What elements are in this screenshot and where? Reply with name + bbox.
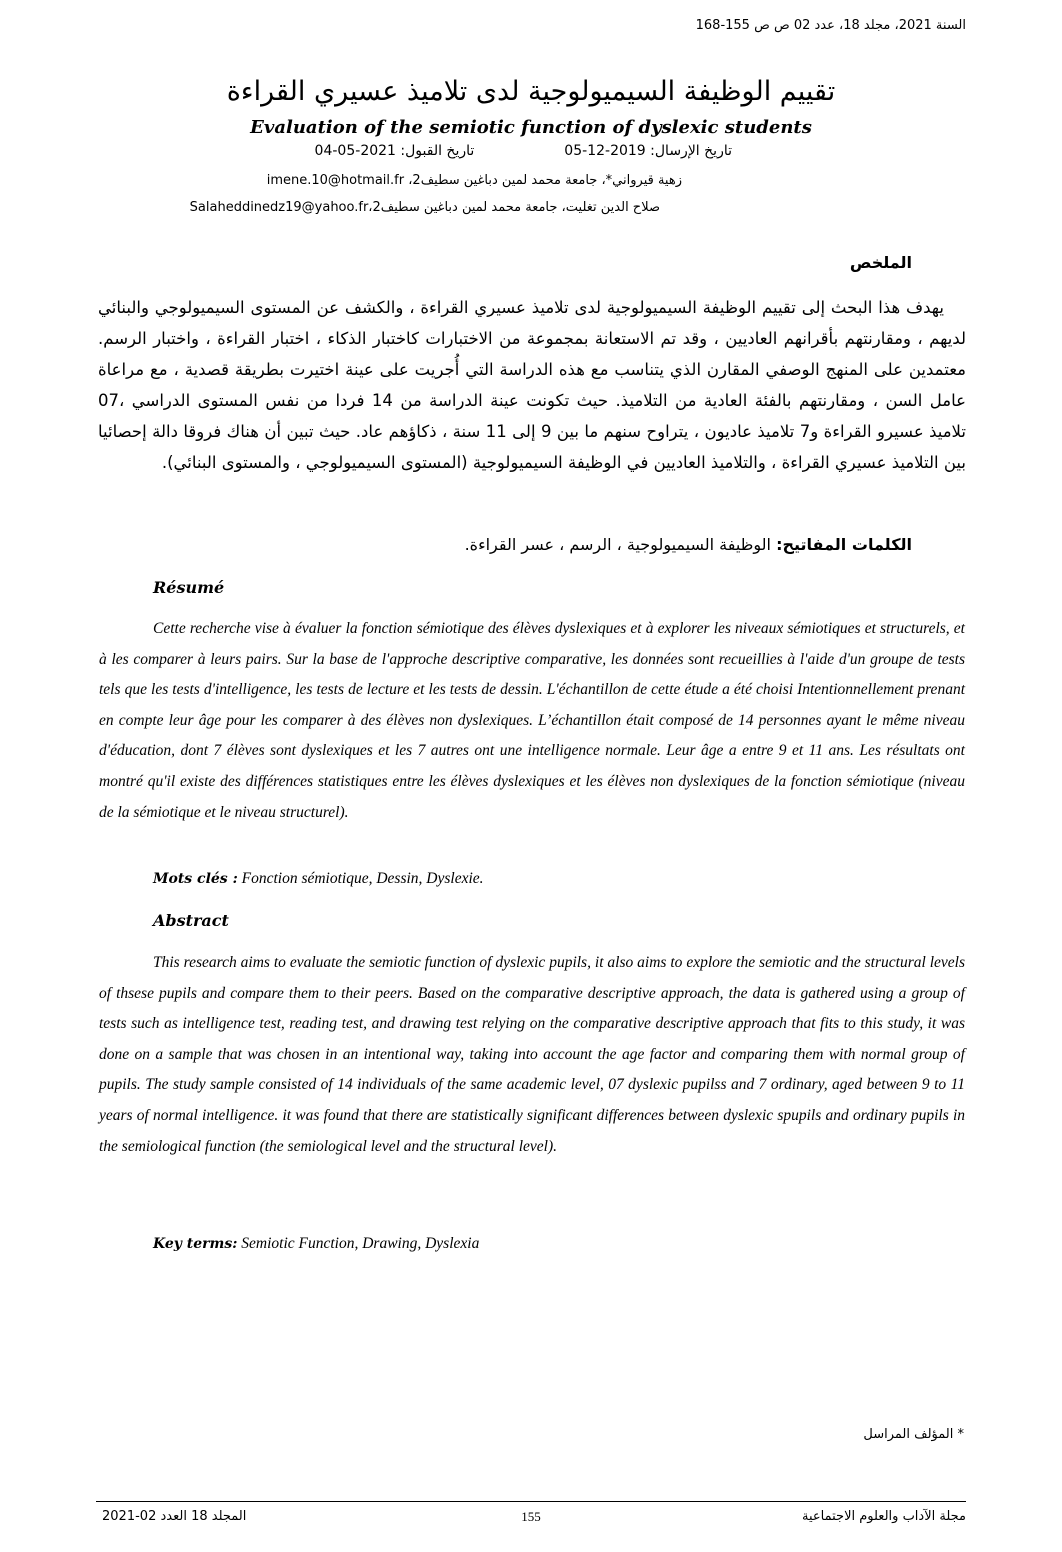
resume-text: Cette recherche vise à évaluer la fonction sémiotique des élèves dyslexiques et à explorer les niveaux sémiotiques et structurels, et à les comparer à leurs pairs. Sur la base de l'approche descriptive comparative, les données sont recueillies à l'aide d'un groupe de tests tels que les tests d'intelligence, les tests de lecture et les tests de dessin. L'échantillon de cette étude a été choisi Intentionnellement prenant en compte leur âge pour les comparer à des élèves non dyslexiques. L’échantillon était composé de 14 personnes ayant le même niveau d'éducation, dont 7 élèves sont dyslexiques et les 7 autres ont une intelligence normale. Leur âge a entre 9 et 11 ans. Les résultats ont montré qu'il existe des différences statistiques entre les élèves dyslexiques et les élèves non dyslexiques de la fonction sémiotique (niveau de la sémiotique et le niveau structurel). bbox=[99, 620, 965, 821]
title-english: Evaluation of the semiotic function of dyslexic students bbox=[250, 117, 812, 138]
page-number: 155 bbox=[521, 1509, 541, 1524]
running-head: السنة 2021، مجلد 18، عدد 02 ص ص 155-168 bbox=[695, 18, 966, 33]
footer-journal-name: مجلة الآداب والعلوم الاجتماعية bbox=[802, 1509, 966, 1524]
author-1: زهية قيرواني*، جامعة محمد لمين دباغين سطيف2، imene.10@hotmail.fr bbox=[266, 173, 682, 188]
keywords-fr-value: Fonction sémiotique, Dessin, Dyslexie. bbox=[237, 870, 484, 887]
keywords-fr bbox=[153, 870, 484, 888]
footer-divider bbox=[96, 1501, 966, 1502]
corresponding-author-footnote: * المؤلف المراسل bbox=[863, 1427, 964, 1442]
resume-heading: Résumé bbox=[153, 578, 225, 597]
abstract-ar-text: يهدف هذا البحث إلى تقييم الوظيفة السيميولوجية لدى تلاميذ عسيري القراءة ، والكشف عن المستوى السيميولوجي والبنائي لديهم ، ومقارنتهم بأقرانهم العاديين ، وقد تم الاستعانة بمجموعة من الاختبارات كاختبار الذكاء ، اختبار القراءة ، واختبار الرسم. معتمدين على المنهج الوصفي المقارن الذي يتناسب مع هذه الدراسة التي أُجريت على عينة اختيرت بطريقة قصدية ، مع مراعاة عامل السن ، ومقارنتهم بالفئة العادية من التلاميذ. حيث تكونت عينة الدراسة من 14 فردا من نفس المستوى الدراسي ،07 تلاميذ عسيرو القراءة و7 تلاميذ عاديون ، يتراوح سنهم ما بين 9 إلى 11 سنة ، ذكاؤهم عاد. حيث تبين أن هناك فروقا دالة إحصائيا بين التلاميذ عسيري القراءة ، والتلاميذ العاديين في الوظيفة السيميولوجية (المستوى السيميولوجي ، والمستوى البنائي). bbox=[98, 298, 966, 472]
keywords-fr-label: Mots clés : bbox=[153, 871, 238, 887]
abstract-en-heading: Abstract bbox=[153, 911, 229, 930]
footer-volume-issue: المجلد 18 العدد 02-2021 bbox=[102, 1509, 247, 1524]
abstract-ar-heading: الملخص bbox=[849, 253, 912, 272]
keywords-en-value: Semiotic Function, Drawing, Dyslexia bbox=[237, 1235, 480, 1252]
dates-line bbox=[315, 143, 732, 159]
keywords-en-label: Key terms: bbox=[153, 1236, 238, 1252]
keywords-ar-label: الكلمات المفاتيح: bbox=[776, 535, 912, 554]
acceptance-date: تاريخ القبول: 2021-05-04 bbox=[314, 143, 475, 159]
keywords-ar bbox=[465, 535, 912, 554]
keywords-ar-value: الوظيفة السيميولوجية ، الرسم ، عسر القراءة. bbox=[464, 535, 777, 554]
keywords-en bbox=[153, 1235, 479, 1253]
abstract-en-text: This research aims to evaluate the semiotic function of dyslexic pupils, it also aims to explore the semiotic and the structural levels of thsese pupils and compare them to their peers. Based on the comparative descriptive approach, the data is gathered using a group of tests such as intelligence test, reading test, and drawing test relying on the comparative descriptive approach that fits to this study, it was done on a sample that was chosen in an intentional way, taking into account the age factor and comparing them with normal group of pupils. The study sample consisted of 14 individuals of the same academic level, 07 dyslexic pupilss and 7 ordinary, aged between 9 to 11 years of normal intelligence. it was found that there are statistically significant differences between dyslexic spupils and ordinary pupils in the semiological function (the semiological level and the structural level). bbox=[99, 954, 965, 1155]
author-2: صلاح الدين تغليت، جامعة محمد لمين دباغين سطيف2،Salaheddinedz19@yahoo.fr bbox=[189, 200, 660, 215]
title-arabic: تقييم الوظيفة السيميولوجية لدى تلاميذ عسيري القراءة bbox=[226, 76, 836, 107]
submission-date: تاريخ الإرسال: 2019-12-05 bbox=[564, 143, 732, 159]
